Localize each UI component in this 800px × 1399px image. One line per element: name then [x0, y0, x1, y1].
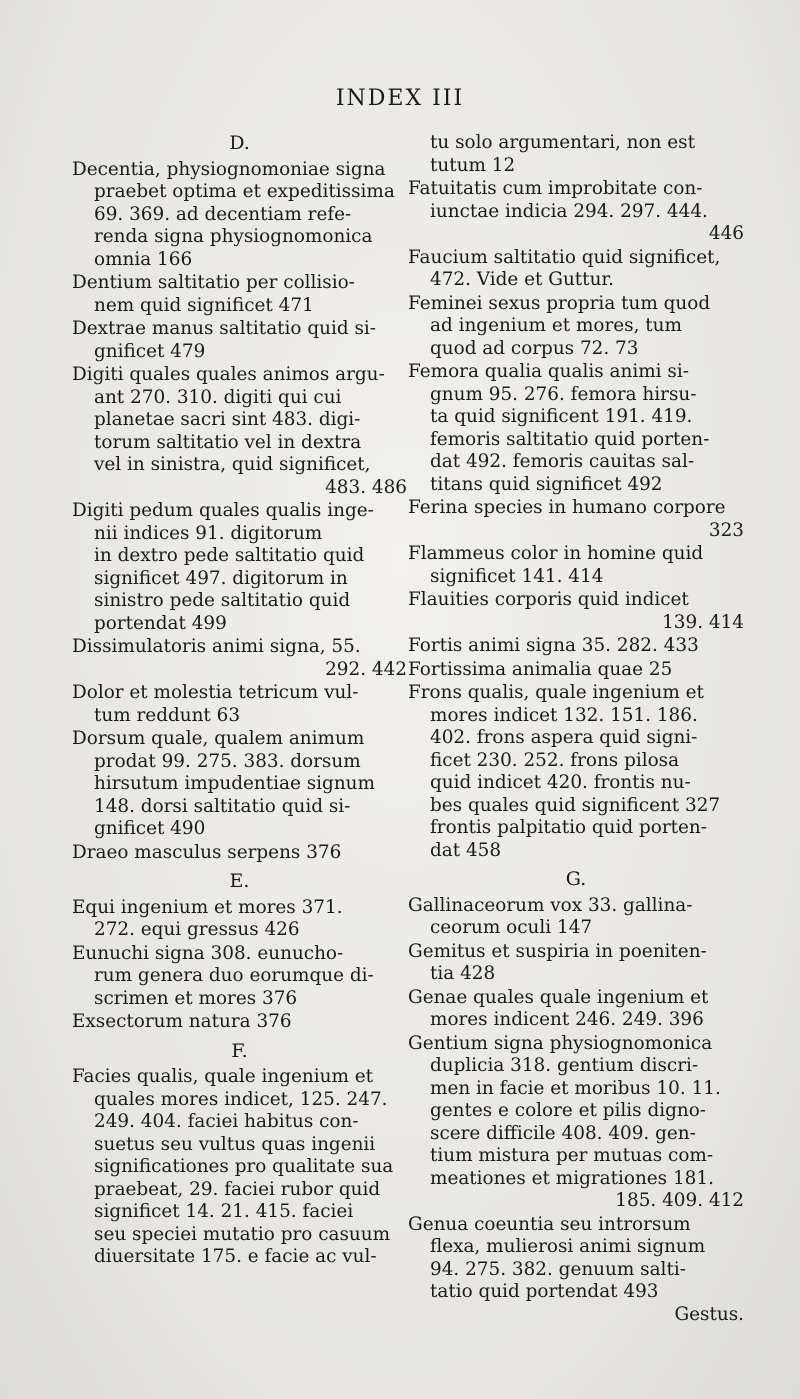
entry-line: Fortissima animalia quae 25: [408, 658, 673, 680]
entry-line: significet 141. 414: [430, 565, 604, 587]
entry-line: renda signa physiognomonica: [94, 226, 373, 247]
entry-line: Gallinaceorum vox 33. gallina-: [408, 894, 693, 916]
index-entry: [72, 364, 407, 499]
entry-line: 94. 275. 382. genuum salti-: [430, 1258, 686, 1280]
entry-line: Facies qualis, quale ingenium et: [72, 1066, 374, 1087]
entry-line: scere difficile 408. 409. gen-: [430, 1122, 696, 1144]
entry-line: titans quid significet 492: [430, 473, 663, 495]
index-entry: [408, 941, 744, 986]
entry-line: gentes e colore et pilis digno-: [430, 1100, 707, 1121]
entry-line: duplicia 318. gentium discri-: [430, 1055, 699, 1076]
entry-line: 272. equi gressus 426: [94, 919, 300, 940]
entry-line: tu solo argumentari, non est: [430, 132, 695, 153]
entry-line: praebet optima et expeditissima: [94, 181, 395, 202]
entry-line: Genae quales quale ingenium et: [408, 986, 709, 1008]
entry-line: hirsutum impudentiae signum: [94, 773, 375, 794]
entry-line: Dissimulatoris animi signa, 55.: [72, 636, 361, 657]
index-entry: [408, 659, 744, 682]
entry-line: Fatuitatis cum improbitate con-: [408, 178, 703, 199]
entry-line: quid indicet 420. frontis nu-: [430, 772, 691, 793]
entry-line: planetae sacri sint 483. digi-: [94, 409, 361, 430]
section-letter: F.: [231, 1039, 248, 1062]
entry-line: ant 270. 310. digiti qui cui: [94, 386, 342, 408]
entry-line: 402. frons aspera quid signi-: [430, 727, 698, 748]
entry-line: meationes et migrationes 181.: [430, 1167, 714, 1189]
entry-line: ficet 230. 252. frons pilosa: [430, 749, 680, 771]
entry-line: mores indicent 246. 249. 396: [430, 1009, 704, 1030]
index-entry: [408, 247, 744, 292]
entry-line: Eunuchi signa 308. eunucho-: [72, 942, 344, 964]
entry-line: Fortis animi signa 35. 282. 433: [408, 635, 699, 656]
index-entry: [408, 987, 744, 1032]
entry-line: sinistro pede saltitatio quid: [94, 590, 351, 611]
entry-line: Digiti quales quales animos argu-: [72, 364, 385, 385]
index-column-right: [408, 132, 744, 1327]
entry-line: ceorum oculi 147: [430, 917, 593, 938]
entry-line: suetus seu vultus quas ingenii: [94, 1133, 376, 1155]
entry-line: seu speciei mutatio pro casuum: [94, 1223, 391, 1245]
entry-line: Faucium saltitatio quid significet,: [408, 246, 721, 268]
index-entry: [72, 159, 407, 272]
index-entry: [408, 895, 744, 940]
entry-page-refs: 483. 486: [325, 476, 407, 498]
index-entry: [408, 1033, 744, 1213]
entry-line: Ferina species in humano corpore: [408, 497, 726, 518]
entry-line: 69. 369. ad decentiam refe-: [94, 203, 352, 225]
index-entry: [408, 589, 744, 634]
entry-line: bes quales quid significent 327: [430, 794, 721, 816]
index-entry: [408, 1214, 744, 1327]
entry-line: Feminei sexus propria tum quod: [408, 292, 711, 314]
entry-line: rum genera duo eorumque di-: [94, 965, 374, 986]
index-entry: [72, 682, 407, 727]
index-entry: [72, 897, 407, 942]
index-entry: [408, 293, 744, 361]
entry-line: gnificet 479: [94, 340, 206, 362]
index-entry: [72, 728, 407, 841]
entry-line: Flauities corporis quid indicet: [408, 589, 689, 610]
entry-line: Gentium signa physiognomonica: [408, 1032, 713, 1054]
entry-line: gnificet 490: [94, 818, 206, 839]
entry-line: in dextro pede saltitatio quid: [94, 545, 365, 566]
index-entry: [72, 1011, 407, 1034]
entry-line: significet 497. digitorum in: [94, 567, 348, 589]
entry-line: gnum 95. 276. femora hirsu-: [430, 383, 697, 405]
entry-line: Flammeus color in homine quid: [408, 543, 704, 564]
entry-line: diuersitate 175. e facie ac vul-: [94, 1246, 377, 1267]
entry-page-refs: 185. 409. 412: [615, 1190, 744, 1211]
entry-line: Dorsum quale, qualem animum: [72, 728, 365, 749]
index-entry: [72, 500, 407, 635]
entry-page-refs: Gestus.: [674, 1303, 744, 1325]
entry-line: Draeo masculus serpens 376: [72, 841, 342, 863]
entry-line: Dolor et molestia tetricum vul-: [72, 682, 359, 703]
entry-line: dat 492. femoris cauitas sal-: [430, 451, 695, 472]
page-header: INDEX III: [335, 86, 465, 111]
entry-line: quod ad corpus 72. 73: [430, 337, 639, 359]
index-entry: [408, 178, 744, 246]
index-entry: [408, 361, 744, 496]
index-entry: [72, 272, 407, 317]
entry-line: significationes pro qualitate sua: [94, 1156, 394, 1177]
entry-line: tum reddunt 63: [94, 704, 241, 726]
index-entry: [408, 635, 744, 658]
entry-line: ad ingenium et mores, tum: [430, 315, 682, 336]
entry-line: Dentium saltitatio per collisio-: [72, 272, 355, 293]
entry-line: 472. Vide et Guttur.: [430, 269, 615, 290]
section-letter: E.: [229, 870, 250, 892]
entry-line: tia 428: [430, 963, 496, 984]
index-entry: [72, 943, 407, 1011]
index-entry: [408, 682, 744, 862]
entry-line: men in facie et moribus 10. 11.: [430, 1077, 721, 1099]
index-entry: [72, 842, 407, 865]
entry-line: portendat 499: [94, 612, 227, 634]
entry-line: Digiti pedum quales qualis inge-: [72, 500, 374, 521]
entry-line: scrimen et mores 376: [94, 987, 298, 1009]
index-entry: [408, 543, 744, 588]
entry-line: torum saltitatio vel in dextra: [94, 431, 362, 453]
index-column-left: [72, 132, 407, 1270]
entry-line: femoris saltitatio quid porten-: [430, 428, 710, 450]
entry-line: tium mistura per mutuas com-: [430, 1145, 714, 1166]
entry-line: ta quid significent 191. 419.: [430, 406, 693, 427]
entry-line: significet 14. 21. 415. faciei: [94, 1201, 354, 1222]
entry-line: 249. 404. faciei habitus con-: [94, 1111, 359, 1132]
entry-line: nii indices 91. digitorum: [94, 522, 323, 544]
index-entry: [408, 132, 744, 177]
entry-line: 148. dorsi saltitatio quid si-: [94, 795, 351, 817]
entry-line: mores indicet 132. 151. 186.: [430, 704, 698, 726]
section-letter: G.: [565, 868, 587, 890]
entry-line: Frons qualis, quale ingenium et: [408, 682, 704, 703]
entry-line: Equi ingenium et mores 371.: [72, 896, 343, 918]
entry-line: prodat 99. 275. 383. dorsum: [94, 750, 361, 772]
entry-line: iunctae indicia 294. 297. 444.: [430, 200, 708, 222]
entry-line: quales mores indicet, 125. 247.: [94, 1088, 388, 1110]
index-entry: [72, 1066, 407, 1269]
entry-line: frontis palpitatio quid porten-: [430, 817, 707, 838]
entry-line: Decentia, physiognomoniae signa: [72, 158, 386, 180]
entry-page-refs: 446: [708, 223, 744, 244]
entry-line: Genua coeuntia seu introrsum: [408, 1213, 691, 1235]
entry-line: dat 458: [430, 839, 502, 861]
entry-line: nem quid significet 471: [94, 294, 314, 316]
entry-line: vel in sinistra, quid significet,: [94, 454, 371, 475]
section-letter: D.: [229, 132, 250, 154]
entry-page-refs: 323: [708, 519, 744, 541]
index-entry: [72, 318, 407, 363]
entry-line: Dextrae manus saltitatio quid si-: [72, 318, 377, 339]
entry-line: Exsectorum natura 376: [72, 1011, 292, 1032]
index-entry: [72, 636, 407, 681]
entry-line: Gemitus et suspiria in poeniten-: [408, 940, 707, 962]
entry-page-refs: 139. 414: [662, 611, 744, 633]
entry-line: praebeat, 29. faciei rubor quid: [94, 1178, 381, 1200]
entry-page-refs: 292. 442: [325, 658, 407, 680]
index-entry: [408, 497, 744, 542]
entry-line: omnia 166: [94, 248, 193, 270]
entry-line: tatio quid portendat 493: [430, 1281, 659, 1302]
entry-line: flexa, mulierosi animi signum: [430, 1236, 706, 1257]
entry-line: tutum 12: [430, 154, 516, 176]
entry-line: Femora qualia qualis animi si-: [408, 361, 689, 382]
